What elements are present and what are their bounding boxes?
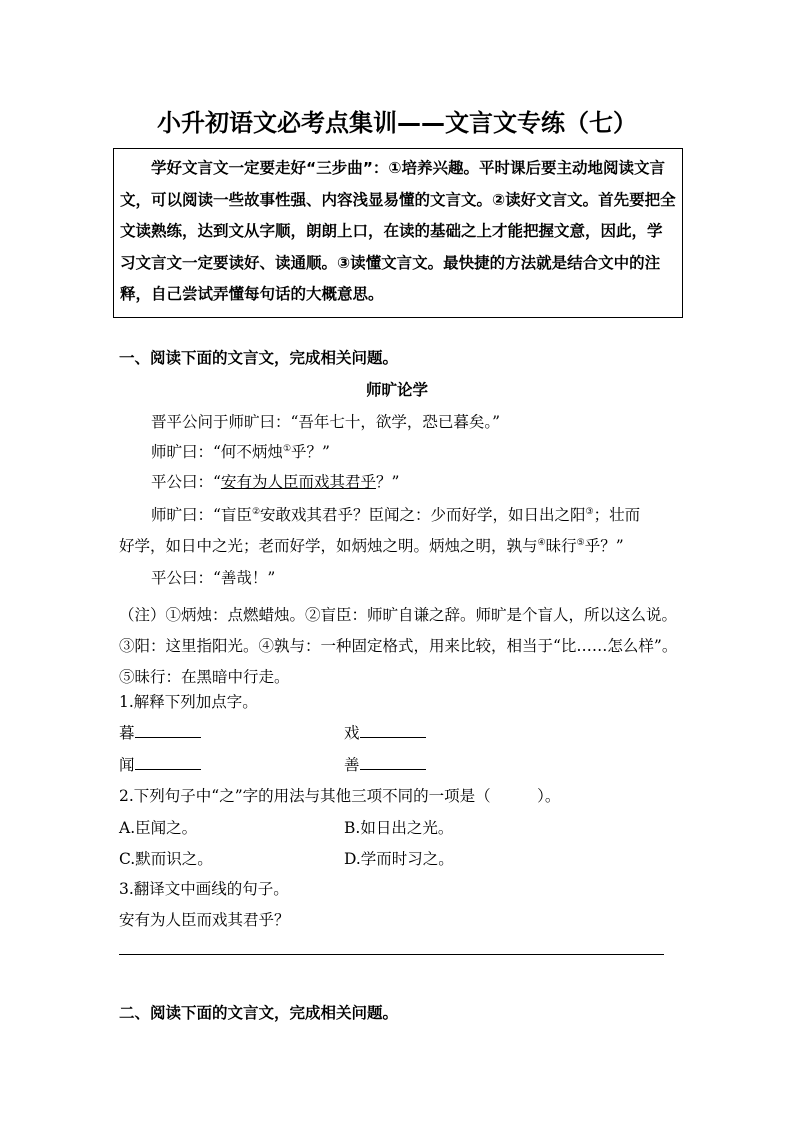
answer-blank[interactable]: [135, 721, 201, 738]
footnote-marker: ④: [537, 537, 546, 548]
text-span: 昧行: [545, 537, 577, 555]
q1-item-wen: [119, 753, 201, 775]
q1-item-shan: [344, 753, 426, 775]
footnote-marker: ⑤: [576, 537, 585, 548]
text-span: 平公曰：“: [151, 473, 221, 491]
page-title: 小升初语文必考点集训——文言文专练（七）: [157, 109, 637, 137]
q2-option-c[interactable]: C.默而识之。: [119, 850, 213, 868]
text-span: 师旷曰：“何不炳烛: [151, 443, 283, 461]
text-span: 安敢戏其君乎？臣闻之：少而好学，如日出之阳: [260, 506, 586, 524]
answer-blank[interactable]: [360, 753, 426, 770]
footnote-marker: ③: [585, 506, 594, 517]
q2-option-b[interactable]: B.如日出之光。: [344, 819, 454, 837]
passage-line-4: [151, 503, 640, 525]
question-2-prompt: 2.下列句子中“之”字的用法与其他三项不同的一项是（ ）。: [119, 787, 561, 805]
text-span: 好学，如日中之光；老而好学，如炳烛之明。炳烛之明，孰与: [119, 537, 538, 555]
underlined-sentence: 安有为人臣而戏其君乎: [220, 473, 376, 491]
text-span: 师旷曰：“盲臣: [151, 506, 252, 524]
passage-line-2: [151, 440, 330, 462]
q1-char: 闻: [119, 756, 135, 774]
answer-blank[interactable]: [360, 721, 426, 738]
footnote-notes: （注）①炳烛：点燃蜡烛。②盲臣：师旷自谦之辞。师旷是个盲人，所以这么说。③阳：这里指阳光。④孰与：一种固定格式，用来比较，相当于“比……怎么样”。⑤昧行：在黑暗中行走。: [119, 606, 678, 686]
q1-item-xi: [344, 721, 426, 743]
passage-title: 师旷论学: [365, 381, 428, 399]
text-span: 乎？”: [291, 443, 330, 461]
section1-heading: 一、阅读下面的文言文，完成相关问题。: [119, 349, 399, 367]
passage-line-3: [151, 470, 399, 492]
passage-line-6: 平公曰：“善哉！”: [151, 569, 276, 587]
text-span: ；壮而: [593, 506, 641, 524]
text-span: ？”: [375, 473, 400, 491]
section2-heading: 二、阅读下面的文言文，完成相关问题。: [119, 1004, 399, 1022]
q1-item-mu: [119, 721, 201, 743]
footnote-marker: ②: [251, 506, 261, 517]
question-3-prompt: 3.翻译文中画线的句子。: [119, 880, 289, 898]
intro-text: 学好文言文一定要走好“三步曲”：①培养兴趣。平时课后要主动地阅读文言文，可以阅读一些故事性强、内容浅显易懂的文言文。②读好文言文。首先要把全文读熟练，达到文从字顺，朗朗上口，在读的基础之上才能把握文意，因此，学习文言文一定要读好、读通顺。③读懂文言文。最快捷的方法就是结合文中的注释，自己尝试弄懂每句话的大概意思。: [120, 159, 676, 303]
q1-char: 暮: [119, 724, 135, 742]
q2-option-a[interactable]: A.臣闻之。: [119, 819, 198, 837]
question-1-prompt: 1.解释下列加点字。: [119, 693, 258, 711]
intro-box: [113, 148, 683, 318]
q2-option-d[interactable]: D.学而时习之。: [344, 850, 454, 868]
q1-char: 戏: [344, 724, 360, 742]
passage-line-5: [119, 534, 624, 556]
text-span: 乎？”: [584, 537, 624, 555]
q1-char: 善: [344, 756, 360, 774]
answer-line[interactable]: [119, 954, 664, 955]
passage-line-1: 晋平公问于师旷曰：“吾年七十，欲学，恐已暮矣。”: [151, 413, 501, 431]
answer-blank[interactable]: [135, 753, 201, 770]
footnote-marker: ①: [282, 443, 292, 454]
q3-sentence: 安有为人臣而戏其君乎？: [119, 911, 290, 929]
